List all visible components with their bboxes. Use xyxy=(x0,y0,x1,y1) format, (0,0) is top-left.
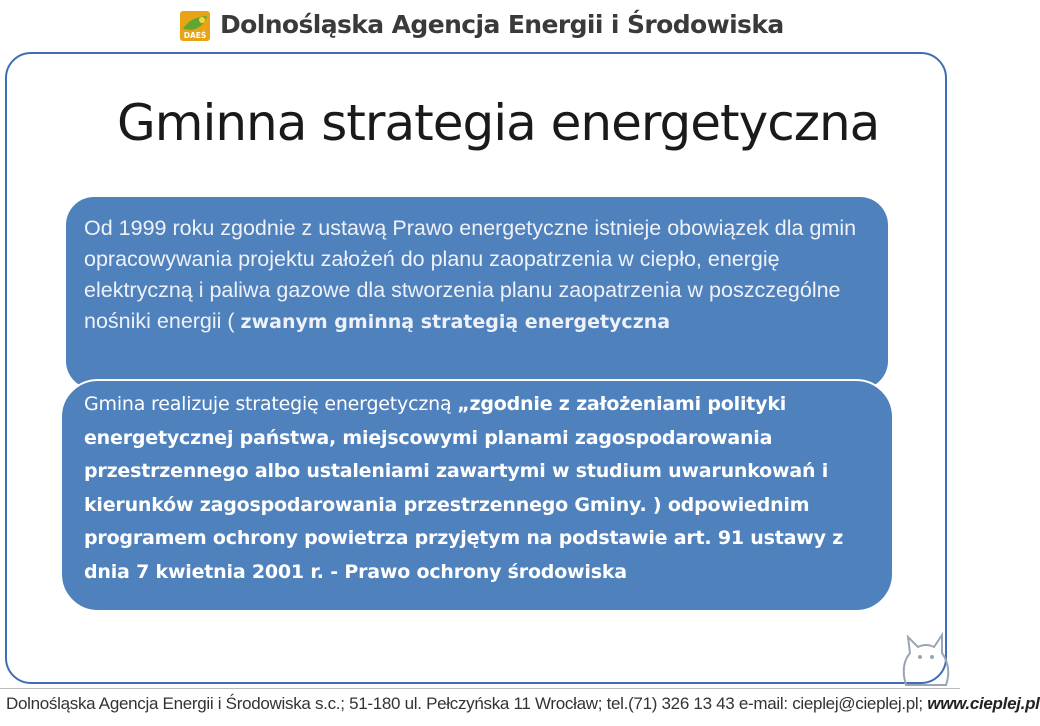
strategy-intro: Gmina realizuje strategię energetyczną xyxy=(84,393,458,415)
info-box-strategy-text xyxy=(84,387,882,588)
organization-name: Dolnośląska Agencja Energii i Środowiska xyxy=(220,10,784,39)
law-text: Od 1999 roku zgodnie z ustawą Prawo energetyczne istnieje obowiązek dla gmin opracowywania projektu założeń do planu zaopatrzenia w ciepło, energię elektryczną i paliwa gazowe dla stworzenia planu zaopatrzenia w poszczególne nośniki energii ( xyxy=(84,216,857,333)
header-bar xyxy=(0,0,960,48)
law-bold-text: zwanym gminną strategią energetyczna xyxy=(240,311,671,333)
cat-icon xyxy=(896,625,954,689)
info-box-law-text xyxy=(84,213,872,338)
slide-title: Gminna strategia energetyczna xyxy=(117,94,880,152)
footer-website-link[interactable]: www.cieplej.pl xyxy=(927,694,1040,713)
footer-divider xyxy=(0,688,960,689)
daes-logo-icon xyxy=(180,11,210,41)
footer-contact: Dolnośląska Agencja Energii i Środowiska s.c.; 51-180 ul. Pełczyńska 11 Wrocław; tel.(71) 326 13 43 e-mail: cieplej@cieplej.pl; xyxy=(6,694,928,713)
info-box-strategy xyxy=(60,379,894,612)
footer xyxy=(6,694,1040,714)
strategy-bold-text: „zgodnie z założeniami polityki energetycznej państwa, miejscowymi planami zagospodarowania przestrzennego albo ustaleniami zawartymi w studium uwarunkowań i kierunków zagospodarowania przestrzennego Gminy. ) odpowiednim programem ochrony powietrza przyjętym na podstawie art. 91 ustawy z dnia 7 kwietnia 2001 r. - Prawo ochrony środowiska xyxy=(84,393,844,583)
info-box-law xyxy=(66,197,888,389)
logo-text: DAEŚ xyxy=(183,31,207,40)
